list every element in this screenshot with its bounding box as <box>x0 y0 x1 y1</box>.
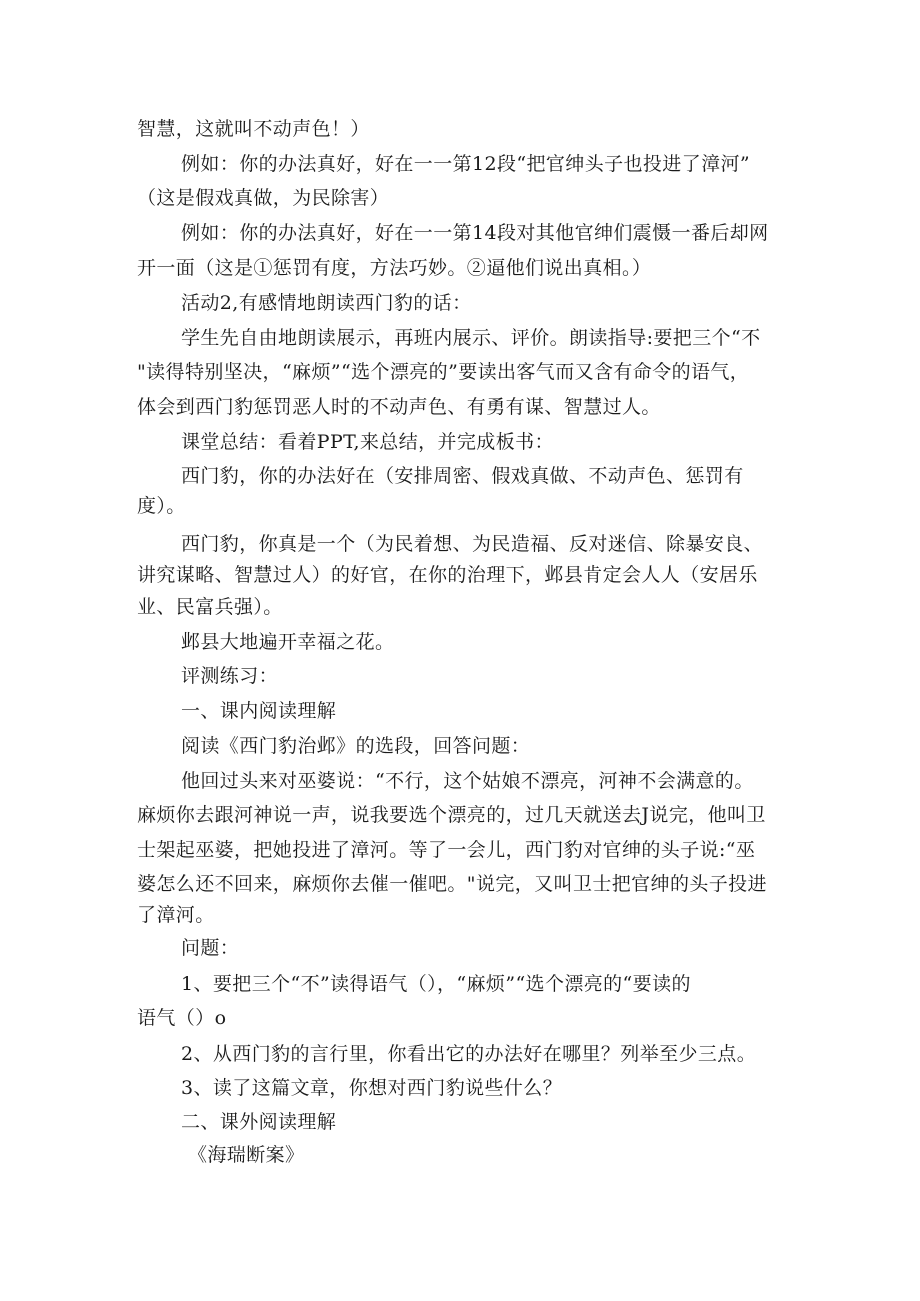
text-line: 体会到西门豹惩罚恶人时的不动声色、有勇有谋、智慧过人。 <box>137 396 661 418</box>
text-line: 例如：你的办法真好，好在一一第14段对其他官绅们震慑一番后却网 <box>181 222 769 244</box>
text-line: （这是假戏真做，为民除害） <box>137 187 390 209</box>
text-line: 阅读《西门豹治邺》的选段，回答问题： <box>181 735 531 757</box>
text-line: 士架起巫婆，把她投进了漳河。等了一会儿，西门豹对官绅的头子说:“巫 <box>137 839 756 861</box>
question-item: 2、从西门豹的言行里，你看出它的办法好在哪里？列举至少三点。 <box>181 1043 757 1065</box>
text-line: 了漳河。 <box>137 904 215 926</box>
text-line: 智慧，这就叫不动声色！） <box>137 118 370 140</box>
question-item: 1、要把三个“不”读得语气（），“麻烦”“选个漂亮的“要读的 <box>181 973 691 995</box>
text-line: 课堂总结：看着PPT,来总结，并完成板书： <box>181 431 554 453</box>
text-line: 例如：你的办法真好，好在一一第12段“把官绅头子也投进了漳河” <box>181 153 751 175</box>
text-line: 开一面（这是①惩罚有度，方法巧妙。②逼他们说出真相。） <box>137 257 652 279</box>
text-line: 度）。 <box>137 495 186 517</box>
text-line: 讲究谋略、智慧过人）的好官，在你的治理下，邺县肯定会人人（安居乐 <box>137 564 758 586</box>
text-line: 学生先自由地朗读展示，再班内展示、评价。朗读指导:要把三个“不 <box>181 327 761 349</box>
text-line: 婆怎么还不回来，麻烦你去催一催吧。"说完，又叫卫士把官绅的头子投进 <box>137 873 767 895</box>
question-item: 3、读了这篇文章，你想对西门豹说些什么？ <box>181 1077 563 1099</box>
section-heading: 二、课外阅读理解 <box>181 1111 337 1133</box>
text-line: 问题： <box>181 937 240 959</box>
text-line: 邺县大地遍开幸福之花。 <box>181 631 395 653</box>
text-line: 麻烦你去跟河神说一声，说我要选个漂亮的，过几天就送去J说完，他叫卫 <box>137 804 766 826</box>
text-line: "读得特别坚决，“麻烦”“选个漂亮的”要读出客气而又含有命令的语气， <box>137 361 750 383</box>
text-line: 活动2,有感情地朗读西门豹的话： <box>181 292 472 314</box>
section-heading: 一、课内阅读理解 <box>181 700 337 722</box>
text-line: 西门豹，你真是一个（为民着想、为民造福、反对迷信、除暴安良、 <box>181 533 764 555</box>
text-line: 评测练习： <box>181 665 279 687</box>
text-line: 他回过头来对巫婆说：“不行，这个姑娘不漂亮，河神不会满意的。 <box>181 770 754 792</box>
text-line: 业、民富兵强）。 <box>137 596 283 618</box>
article-title: 《海瑞断案》 <box>188 1144 305 1166</box>
text-line: 语气（）o <box>137 1007 227 1029</box>
text-line: 西门豹，你的办法好在（安排周密、假戏真做、不动声色、惩罚有 <box>181 465 744 487</box>
